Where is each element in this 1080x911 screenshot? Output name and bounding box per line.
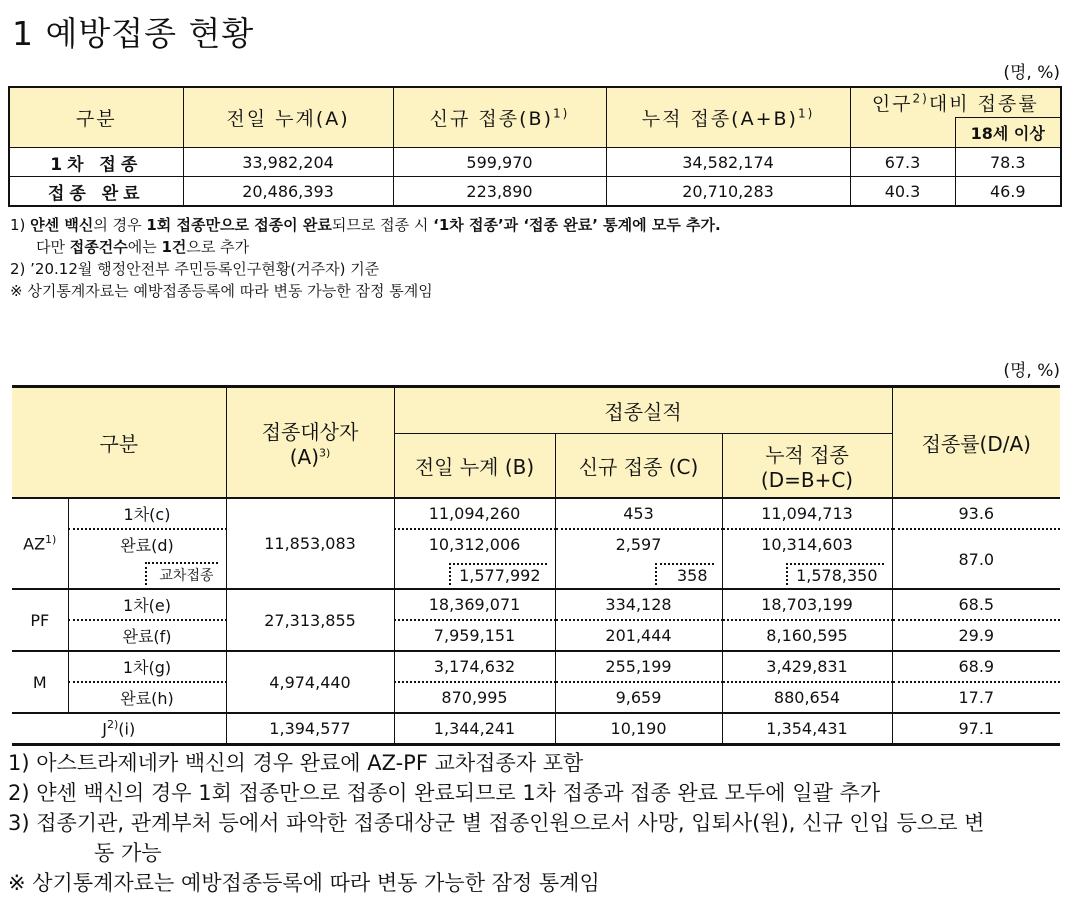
header-rate: 접종률(D/A) [892,387,1060,499]
header-cumulative: 누적 접종 (D=B+C) [722,434,892,499]
cross-vaccination-label: 교차접종 [145,562,217,585]
table1-notes [10,214,721,302]
header-ratio: 인구$^{2)}$대비 접종률 [850,87,1061,118]
header-category: 구분 [9,87,183,148]
header-target: 접종대상자 $(A)^{3)}$ [226,387,394,499]
group-j: $J^{2)}(i)$ [12,713,226,745]
note-1: 1) 아스트라제네카 백신의 경우 완료에 AZ-PF 교차접종자 포함 [8,751,584,775]
note-4: ※ 상기통계자료는 예방접종등록에 따라 변동 가능한 잠정 통계임 [8,871,600,895]
table-row: 완료(f) 7,959,151 201,444 8,160,595 29.9 [12,620,1060,651]
table-row-cross: 교차접종 1,577,992 358 1,578,350 [12,559,1060,589]
header-cumulative: 누적 접종$(A+B)^{1)}$ [606,87,850,148]
header-adult: 18세 이상 [955,118,1061,148]
table-row: 접종 완료 20,486,393 223,890 20,710,283 40.3 46.9 [9,177,1061,207]
group-pf: PF [12,589,68,651]
note-1-cont: 다만 접종건수에는 1건으로 추가 [36,238,250,256]
note-1: 1) 얀센 백신의 경우 1회 접종만으로 접종이 완료되므로 접종 시 ‘1차 접종’과 ‘접종 완료’ 통계에 모두 추가. [10,216,721,234]
table2-notes [8,748,984,898]
table-row: PF 1차(e) 27,313,855 18,369,071 334,128 18,703,199 68.5 [12,589,1060,620]
header-performance: 접종실적 [394,387,892,434]
group-az: AZ$^{1)}$ [12,498,68,589]
table-row: 완료(d) 10,312,006 2,597 10,314,603 87.0 [12,529,1060,559]
table-row: 완료(h) 870,995 9,659 880,654 17.7 [12,682,1060,713]
table-row: $J^{2)}(i)$ 1,394,577 1,344,241 10,190 1,354,431 97.1 [12,713,1060,745]
table-row: 1차 접종 33,982,204 599,970 34,582,174 67.3 78.3 [9,148,1061,177]
target-pf: 27,313,855 [226,589,394,651]
table-row: M 1차(g) 4,974,440 3,174,632 255,199 3,429,831 68.9 [12,651,1060,682]
note-2: 2) ’20.12월 행정안전부 주민등록인구현황(거주자) 기준 [10,260,380,278]
target-m: 4,974,440 [226,651,394,713]
header-prev-total: 전일 누계 (B) [394,434,555,499]
note-3-cont: 동 가능 [94,841,162,865]
header-category: 구분 [12,387,226,499]
header-prev-total: 전일 누계(A) [183,87,393,148]
target-az: 11,853,083 [226,498,394,589]
note-3: ※ 상기통계자료는 예방접종등록에 따라 변동 가능한 잠정 통계임 [10,282,433,300]
unit-label: (명, %) [1003,63,1060,83]
unit-label-2: (명, %) [1003,361,1060,381]
table-row: AZ$^{1)}$ 1차(c) 11,853,083 11,094,260 453 11,094,713 93.6 [12,498,1060,529]
note-2: 2) 얀센 백신의 경우 1회 접종만으로 접종이 완료되므로 1차 접종과 접종 완료 모두에 일괄 추가 [8,781,881,805]
page-title: 1 예방접종 현황 [12,14,255,53]
group-m: M [12,651,68,713]
vaccine-detail-table [12,385,1060,746]
note-3: 3) 접종기관, 관계부처 등에서 파악한 접종대상군 별 접종인원으로서 사망, 입퇴사(원), 신규 인입 등으로 변 [8,811,985,835]
vaccination-summary-table [8,86,1062,207]
header-new: 신규 접종$(B)^{1)}$ [393,87,606,148]
header-new: 신규 접종 (C) [555,434,722,499]
